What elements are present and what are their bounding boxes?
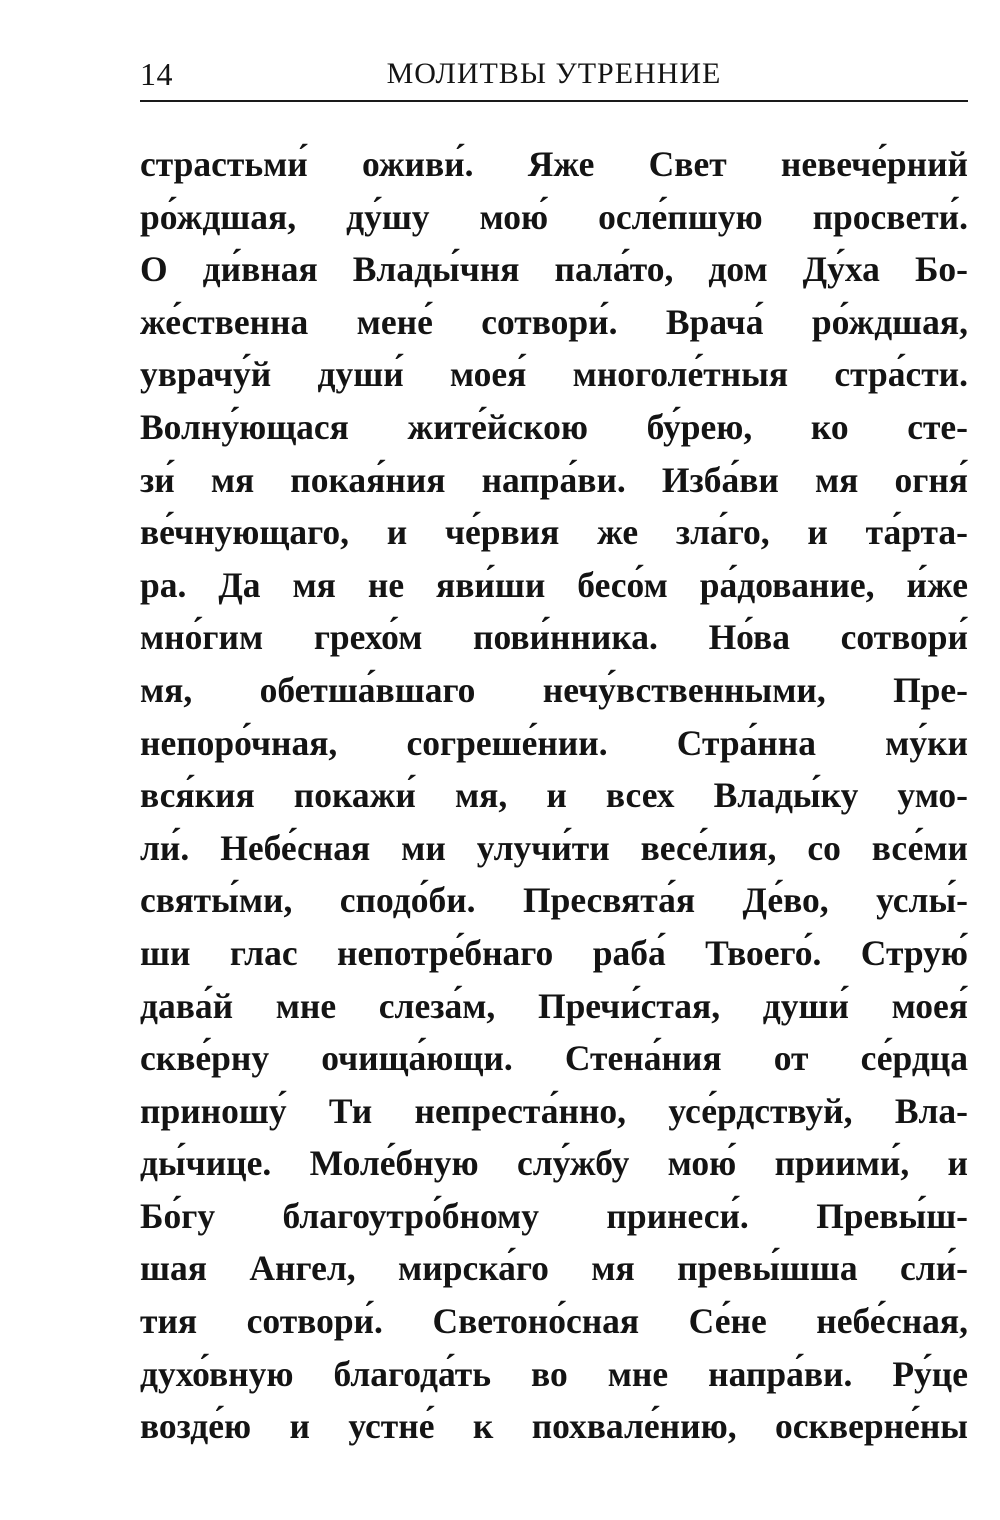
text-line: приношу́ Ти непреста́нно, усе́рдствуй, Вла-	[140, 1090, 968, 1131]
text-line: дава́й мне слеза́м, Пречи́стая, души́ моея́	[140, 985, 968, 1026]
text-line: ды́чице. Моле́бную слу́жбу мою́ приими́, и	[140, 1143, 968, 1184]
text-line: мя, обетша́вшаго нечу́вственными, Пре-	[140, 669, 968, 710]
text-line: возде́ю и устне́ к похвале́нию, оскверне́ны	[140, 1406, 968, 1447]
text-line: О ди́вная Влады́чня пала́то, дом Ду́ха Бо-	[140, 249, 968, 290]
text-line: скве́рну очища́ющи. Стена́ния от се́рдца	[140, 1038, 968, 1079]
page-header	[140, 48, 968, 102]
text-line: ра. Да мя не яви́ши бесо́м ра́дование, и́же	[140, 564, 968, 605]
text-line: ли́. Небе́сная ми улучи́ти весе́лия, со все́ми	[140, 827, 968, 868]
text-line: вся́кия покажи́ мя, и всех Влады́ку умо-	[140, 775, 968, 816]
prayer-text	[140, 138, 968, 1453]
text-line: святы́ми, сподо́би. Пресвята́я Де́во, услы́-	[140, 880, 968, 921]
text-line: ро́ждшая, ду́шу мою́ осле́пшую просвети́.	[140, 196, 968, 237]
text-line: ве́чнующаго, и че́рвия же зла́го, и та́рта-	[140, 512, 968, 553]
text-line: уврачу́й души́ моея́ многоле́тныя стра́сти.	[140, 354, 968, 395]
text-line: ши глас непотре́бнаго раба́ Твоего́. Струю́	[140, 932, 968, 973]
running-head: МОЛИТВЫ УТРЕННИЕ	[386, 57, 722, 90]
text-line: же́ственна мене́ сотвори́. Врача́ ро́ждшая,	[140, 301, 968, 342]
text-line: непоро́чная, согреше́нии. Стра́нна му́ки	[140, 722, 968, 763]
text-line: Волну́ющася жите́йскою бу́рею, ко сте-	[140, 406, 968, 447]
text-line: мно́гим грехо́м пови́нника. Но́ва сотвори́	[140, 617, 968, 658]
text-line: страстьми́ оживи́. Яже Свет невече́рний	[140, 144, 968, 184]
text-line: тия сотвори́. Светоно́сная Се́не небе́сная,	[140, 1301, 968, 1342]
text-line: Бо́гу благоутро́бному принеси́. Превы́ш-	[140, 1195, 968, 1236]
text-line: зи́ мя покая́ния напра́ви. Изба́ви мя огня́	[140, 459, 968, 500]
text-line: шая Ангел, мирска́го мя превы́шша сли́-	[140, 1248, 968, 1289]
text-line: духо́вную благода́ть во мне напра́ви. Ру́це	[140, 1353, 968, 1394]
page-number: 14	[140, 56, 173, 92]
